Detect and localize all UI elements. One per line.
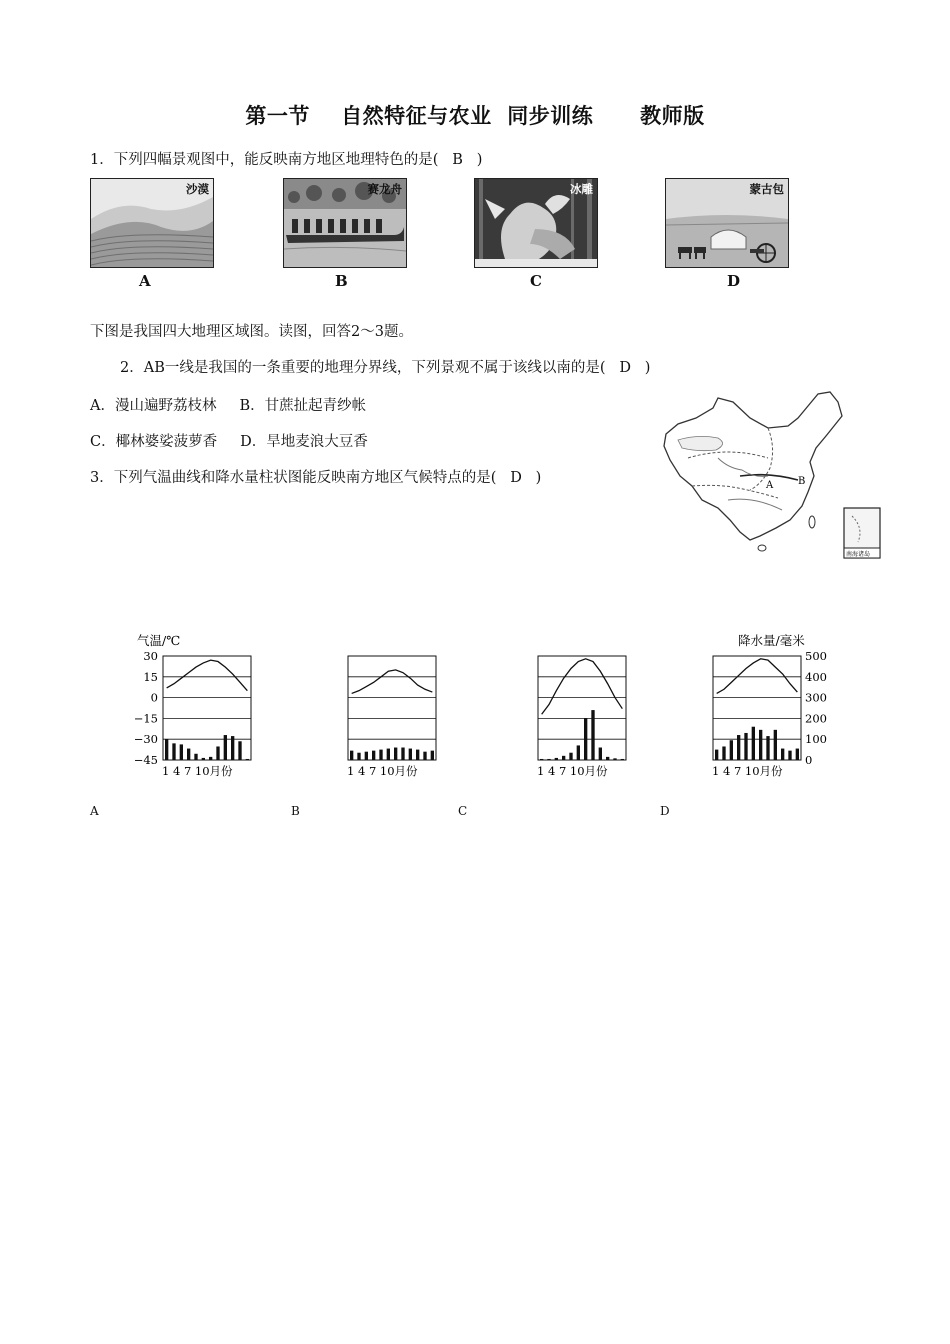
precip-bar — [613, 758, 616, 760]
precip-bar — [540, 759, 543, 760]
precip-bar — [394, 748, 397, 760]
chart-frame — [713, 656, 801, 760]
question-2-options-cd: C．椰林婆娑菠萝香 D．旱地麦浪大豆香 — [90, 434, 368, 450]
precip-bar — [788, 751, 791, 760]
precip-bar — [577, 745, 580, 760]
precip-bar — [621, 759, 624, 760]
image-tag: 冰雕 — [570, 182, 593, 196]
precip-bar — [165, 739, 168, 760]
precip-bar — [744, 733, 747, 760]
precip-bar — [350, 751, 353, 760]
precip-bar — [722, 746, 725, 760]
map-inset-label: 南海诸岛 — [846, 551, 871, 558]
image-letter: C — [530, 272, 542, 290]
precip-bar — [238, 741, 241, 760]
chart-frame — [538, 656, 626, 760]
month-axis-labels: 1 4 7 10月份 — [537, 764, 608, 778]
precip-bar — [202, 758, 205, 760]
precip-bar — [591, 710, 594, 760]
ice-sculpture-image — [474, 178, 598, 268]
precip-bar — [172, 743, 175, 760]
temperature-line — [717, 659, 798, 694]
chart-frame — [163, 656, 251, 760]
precip-bar — [599, 748, 602, 760]
image-letter: A — [139, 272, 151, 290]
precip-bar — [231, 736, 234, 760]
precip-bar — [555, 758, 558, 760]
month-axis-labels: 1 4 7 10月份 — [162, 764, 233, 778]
chart-frame — [348, 656, 436, 760]
temp-tick-label: −45 — [133, 753, 158, 767]
image-tag: 赛龙舟 — [367, 182, 402, 196]
question-1-stem: 1．下列四幅景观图中，能反映南方地区地理特色的是( B ) — [90, 152, 483, 168]
precip-bar — [372, 751, 375, 760]
precip-bar — [187, 749, 190, 760]
precip-bar — [194, 754, 197, 760]
temp-axis-title: 气温/℃ — [137, 633, 181, 648]
precip-bar — [379, 750, 382, 760]
month-axis-labels: 1 4 7 10月份 — [347, 764, 418, 778]
climate-letter: D — [660, 804, 670, 818]
precip-bar — [246, 759, 249, 760]
image-letter: B — [335, 272, 348, 290]
precip-tick-label: 300 — [805, 690, 827, 705]
question-2-stem: 2．AB一线是我国的一条重要的地理分界线，下列景观不属于该线以南的是( D ) — [120, 360, 651, 376]
climate-charts — [128, 628, 828, 788]
precip-bar — [547, 759, 550, 760]
climate-letter: B — [291, 804, 300, 818]
desert-image — [90, 178, 214, 268]
map-intro-text: 下图是我国四大地理区域图。读图，回答2～3题。 — [90, 324, 413, 340]
precip-bar — [224, 735, 227, 760]
dragon-boat-image — [283, 178, 407, 268]
precip-bar — [774, 730, 777, 760]
image-tag: 沙漠 — [186, 182, 209, 196]
question-3-stem: 3．下列气温曲线和降水量柱状图能反映南方地区气候特点的是( D ) — [90, 470, 542, 486]
page-title: 第一节 自然特征与农业 同步训练 教师版 — [245, 104, 705, 128]
precip-bar — [562, 756, 565, 760]
precip-bar — [180, 744, 183, 760]
precip-bar — [401, 748, 404, 760]
precip-bar — [416, 750, 419, 760]
precip-bar — [730, 740, 733, 760]
climate-letter: C — [458, 804, 468, 818]
precip-bar — [216, 746, 219, 760]
precip-bar — [409, 749, 412, 760]
temperature-line — [542, 659, 623, 714]
precip-tick-label: 100 — [805, 732, 827, 747]
china-regions-map — [658, 388, 890, 560]
precip-bar — [715, 750, 718, 760]
temp-tick-label: −30 — [133, 732, 158, 747]
precip-bar — [606, 757, 609, 760]
precip-bar — [766, 736, 769, 760]
image-letter: D — [727, 272, 741, 290]
temp-tick-label: 30 — [143, 649, 158, 663]
precip-bar — [584, 718, 587, 760]
temp-tick-label: 15 — [143, 669, 158, 684]
precip-bar — [423, 752, 426, 760]
precip-bar — [387, 749, 390, 760]
temp-tick-label: 0 — [150, 690, 158, 705]
precip-tick-label: 200 — [805, 711, 827, 726]
precip-bar — [759, 730, 762, 760]
precip-bar — [781, 749, 784, 760]
precip-bar — [431, 751, 434, 760]
precip-tick-label: 0 — [805, 753, 813, 767]
image-tag: 蒙古包 — [749, 182, 784, 196]
precip-bar — [737, 735, 740, 760]
climate-letter: A — [90, 804, 99, 818]
precip-tick-label: 400 — [805, 669, 827, 684]
precip-bar — [569, 753, 572, 760]
temperature-line — [352, 670, 433, 694]
precip-axis-title: 降水量/毫米 — [738, 633, 805, 648]
precip-bar — [365, 752, 368, 760]
map-label-b: B — [798, 476, 806, 487]
precip-bar — [752, 727, 755, 760]
month-axis-labels: 1 4 7 10月份 — [712, 764, 783, 778]
precip-bar — [796, 749, 799, 760]
precip-bar — [209, 757, 212, 760]
temp-tick-label: −15 — [133, 711, 158, 726]
map-label-a: A — [766, 480, 774, 491]
precip-tick-label: 500 — [805, 649, 827, 663]
climate-charts-svg — [128, 628, 828, 788]
question-2-options-ab: A．漫山遍野荔枝林 B．甘蔗扯起青纱帐 — [90, 398, 367, 414]
yurt-image — [665, 178, 789, 268]
precip-bar — [357, 753, 360, 760]
temperature-line — [167, 660, 248, 691]
